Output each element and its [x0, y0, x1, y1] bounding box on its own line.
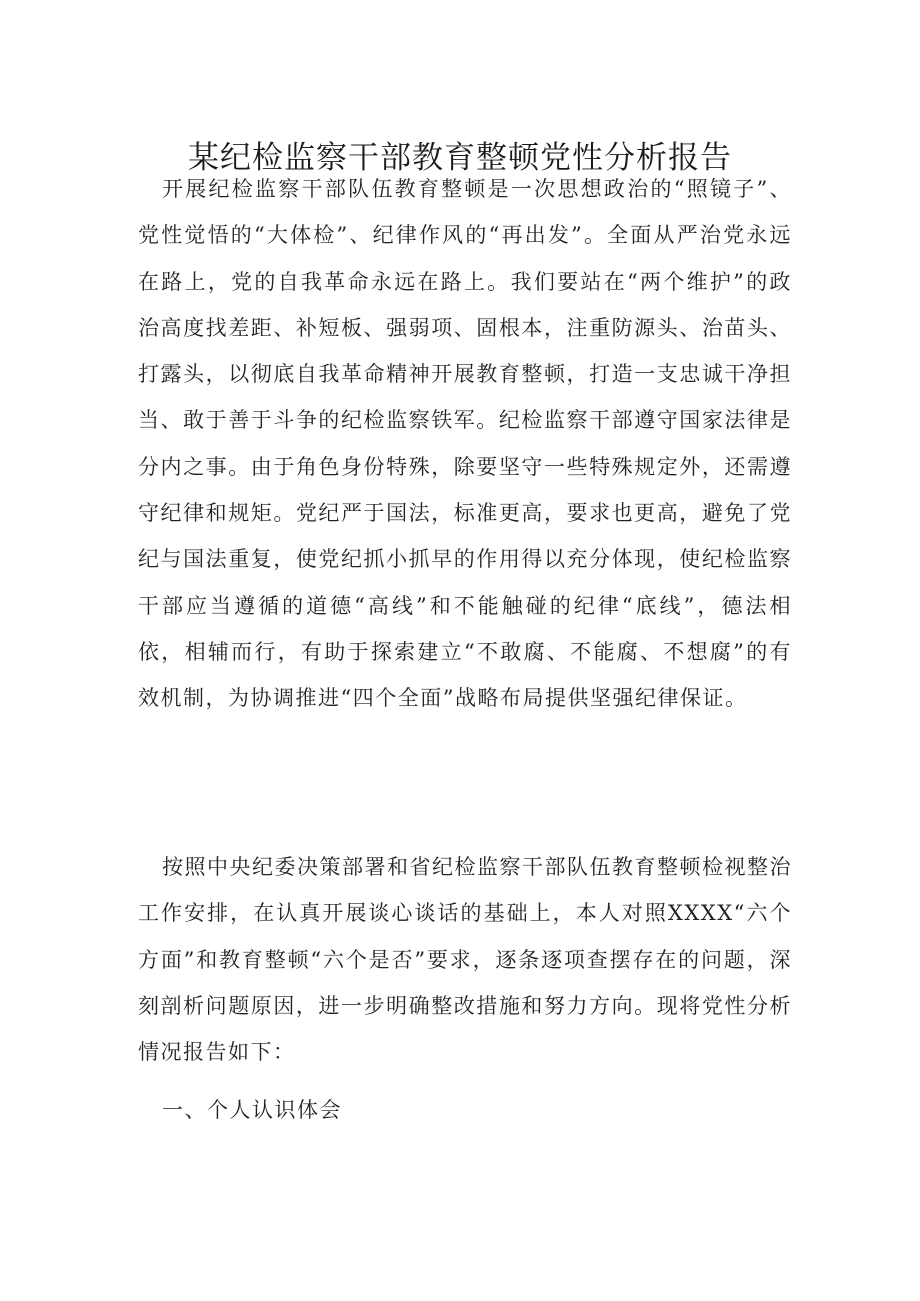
paragraph-intro: 开展纪检监察干部队伍教育整顿是一次思想政治的“照镜子”、党性觉悟的“大体检”、纪律作风的“再出发”。全面从严治党永远在路上，党的自我革命永远在路上。我们要站在“两个维护”的政治高度找差距、补短板、强弱项、固根本，注重防源头、治苗头、打露头，以彻底自我革命精神开展教育整顿，打造一支忠诚干净担当、敢于善于斗争的纪检监察铁军。纪检监察干部遵守国家法律是分内之事。由于角色身份特殊，除要坚守一些特殊规定外，还需遵守纪律和规矩。党纪严于国法，标准更高，要求也更高，避免了党纪与国法重复，使党纪抓小抓早的作用得以充分体现，使纪检监察干部应当遵循的道德“高线”和不能触碰的纪律“底线”，德法相依，相辅而行，有助于探索建立“不敢腐、不能腐、不想腐”的有效机制，为协调推进“四个全面”战略布局提供坚强纪律保证。: [138, 177, 792, 711]
document-title: 某纪检监察干部教育整顿党性分析报告: [188, 140, 732, 176]
section-heading-personal-understanding: 一、个人认识体会: [162, 1098, 342, 1122]
paragraph-background: 按照中央纪委决策部署和省纪检监察干部队伍教育整顿检视整治工作安排，在认真开展谈心谈话的基础上，本人对照XXXX“六个方面”和教育整顿“六个是否”要求，逐条逐项查摆存在的问题，深刻剖析问题原因，进一步明确整改措施和努力方向。现将党性分析情况报告如下：: [138, 855, 792, 1065]
